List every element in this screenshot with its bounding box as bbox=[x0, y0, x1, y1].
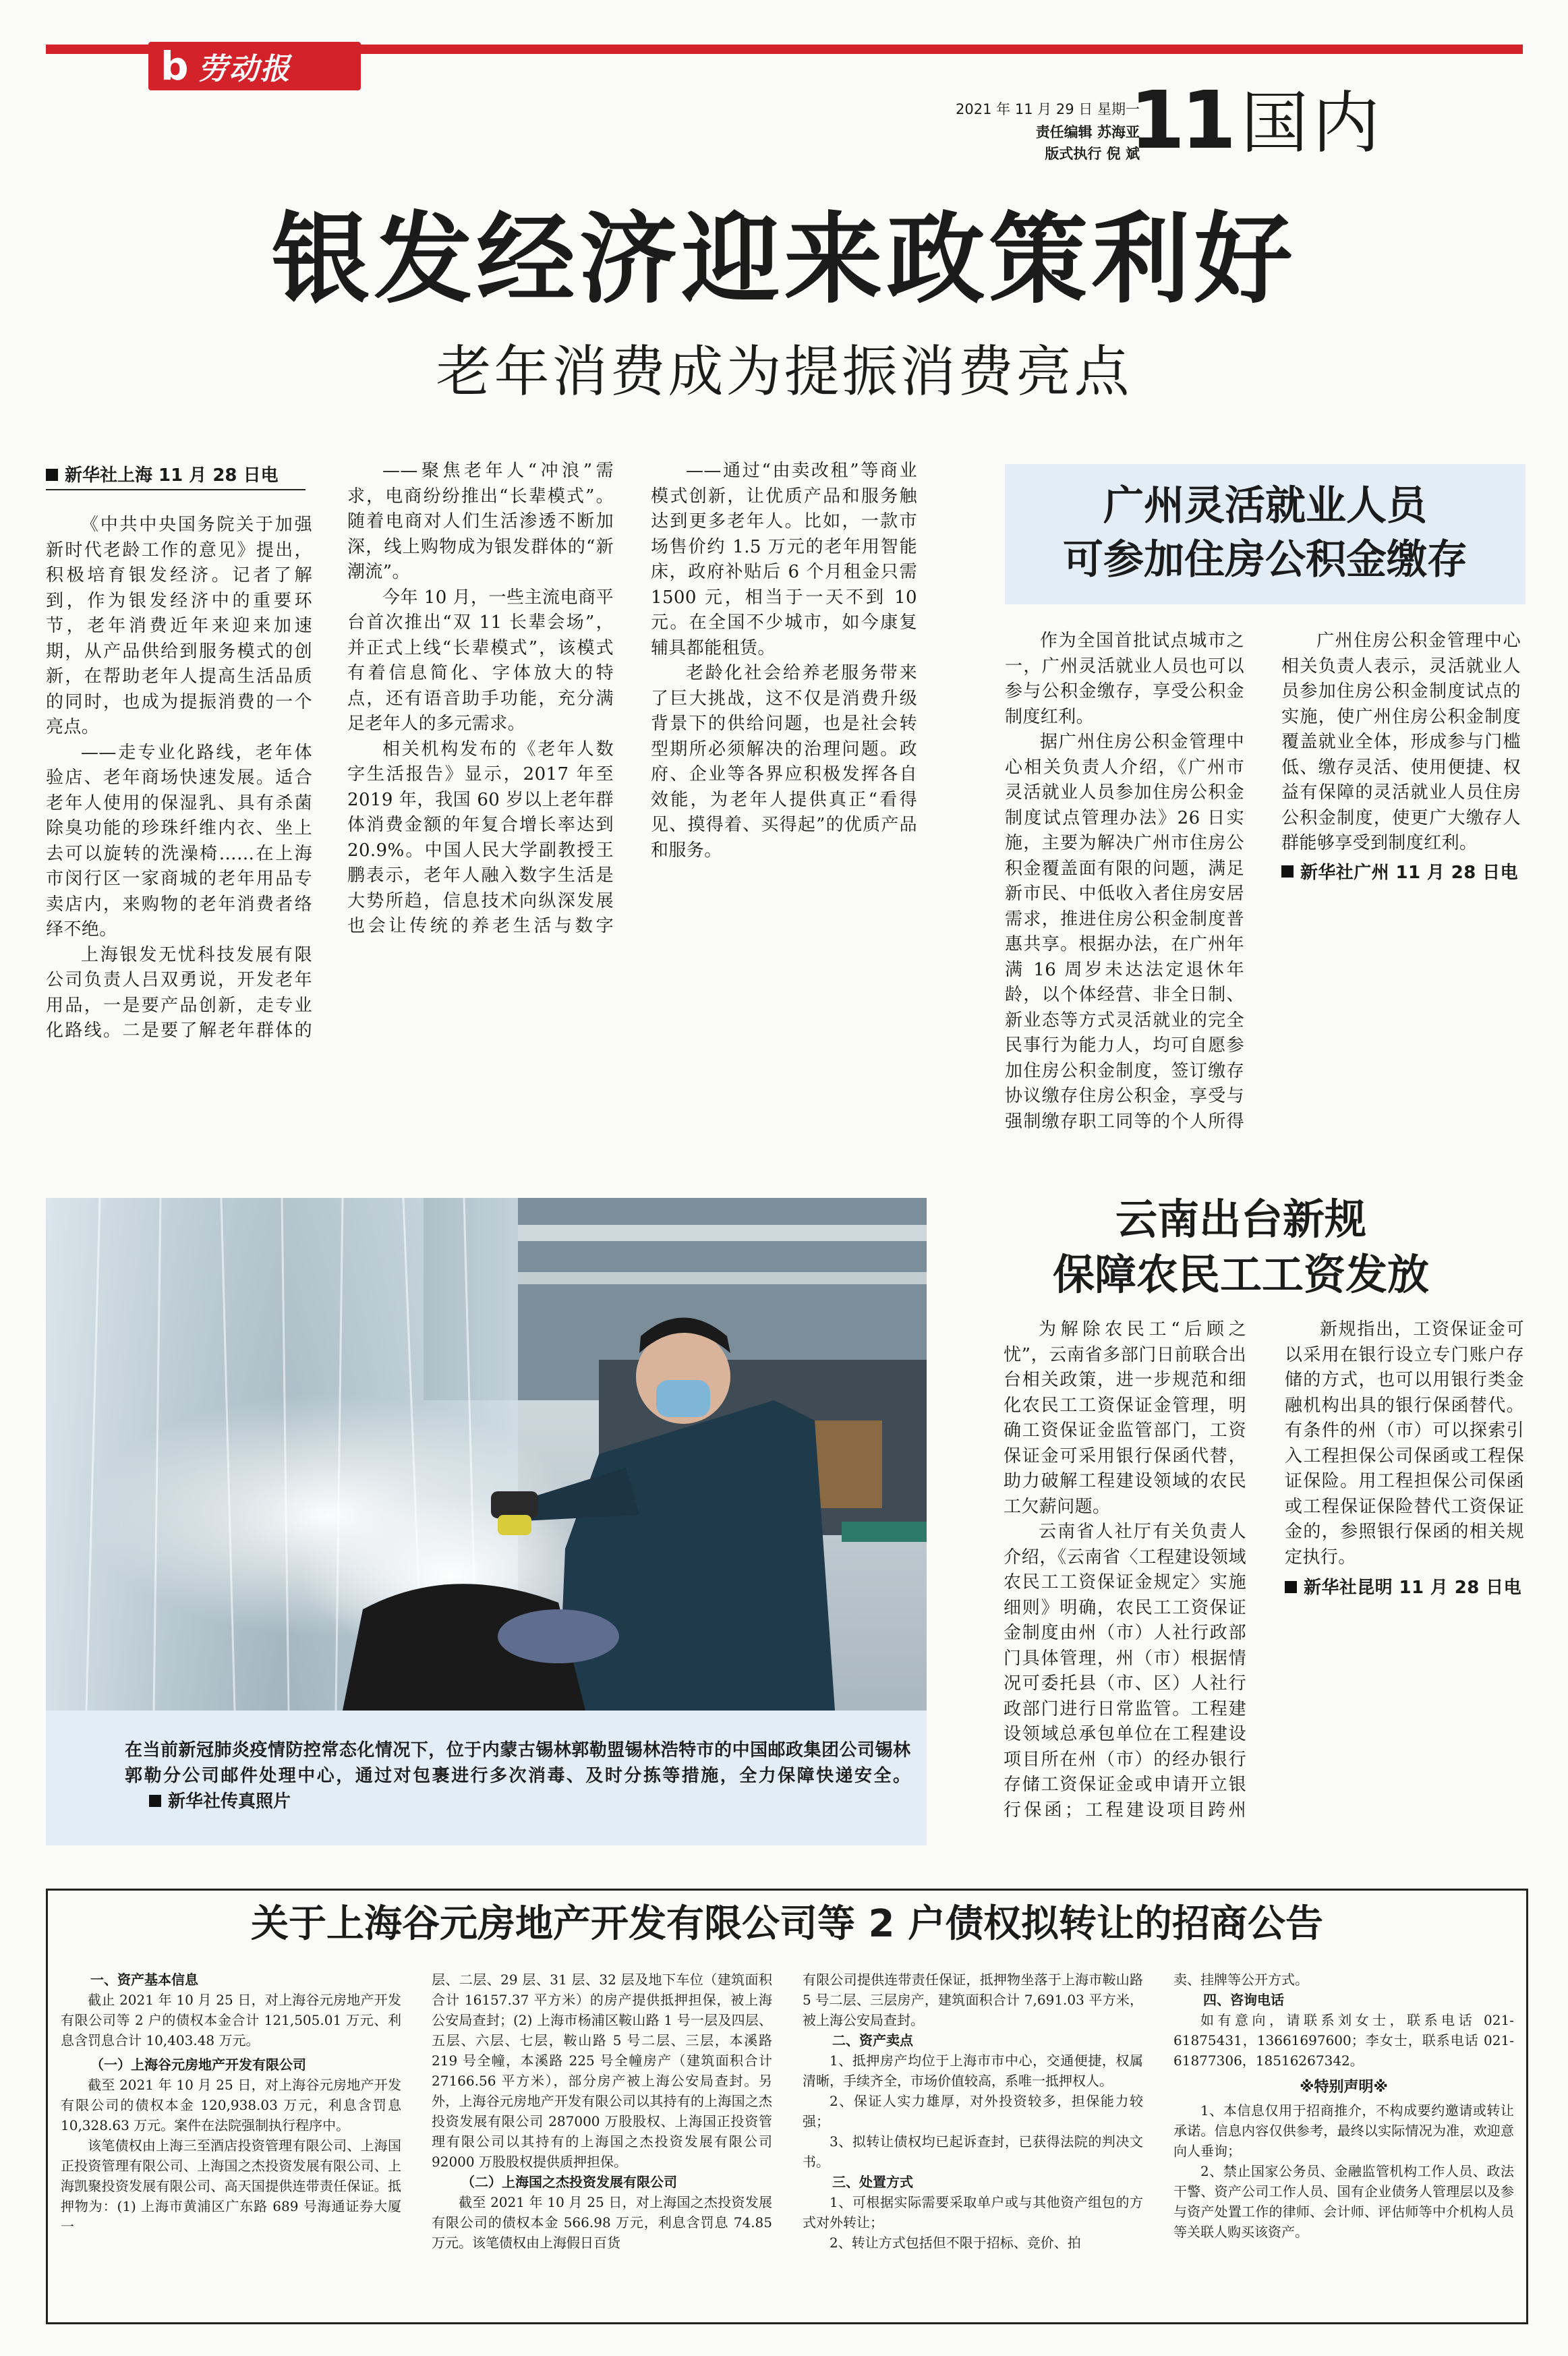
masthead-logo bbox=[148, 42, 361, 90]
lead-column-1 bbox=[46, 513, 312, 1044]
notice-paragraph: 2、转让方式包括但不限于招标、竞价、拍 bbox=[830, 2235, 1081, 2251]
logo-mark: b bbox=[161, 43, 189, 89]
guangzhou-column-1 bbox=[1005, 629, 1244, 1136]
notice-paragraph: 截止 2021 年 10 月 25 日，对上海谷元房地产开发有限公司等 2 户的债权本金合计 121,505.01 万元、利息含罚息合计 10,403.48 万元。 bbox=[61, 1992, 401, 2048]
notice-paragraph: 1、抵押房产均位于上海市市中心，交通便捷，权属清晰，手续齐全，市场价值较高，系唯一抵押权人。 bbox=[803, 2052, 1143, 2089]
guangzhou-byline-text: 新华社广州 11 月 28 日电 bbox=[1300, 862, 1518, 883]
notice-paragraph: 截至 2021 年 10 月 25 日，对上海谷元房地产开发有限公司的债权本金 120,938.03 万元，利息含罚息 10,328.63 万元。案件在法院强制执行程序中。 bbox=[61, 2077, 401, 2133]
news-photo bbox=[46, 1198, 927, 1711]
lead-paragraph: 上海银发无忧科技发展有限公司负责人吕双勇说，开发老年用品，一是要产品创新，走专业化路线。二是要了解老年群体的 bbox=[46, 944, 312, 1041]
guangzhou-headline-box bbox=[1005, 464, 1526, 604]
lead-dateline-text: 新华社上海 11 月 28 日电 bbox=[65, 465, 279, 486]
yunnan-headline-line2: 保障农民工工资发放 bbox=[1052, 1250, 1429, 1299]
issue-date: 2021 年 11 月 29 日 星期一 bbox=[956, 101, 1140, 117]
notice-paragraph: 3、拟转让债权均已起诉查封，已获得法院的判决文书。 bbox=[803, 2133, 1143, 2170]
lead-paragraph: 《中共中央国务院关于加强新时代老龄工作的意见》提出，积极培育银发经济。记者了解到，作为银发经济中的重要环节，老年消费近年来迎来加速期，从产品供给到服务模式的创新，在帮助老年人提高生活品质的同时，也成为提振消费的一个亮点。 bbox=[46, 515, 312, 737]
photo-illustration bbox=[46, 1198, 927, 1711]
notice-column-1 bbox=[61, 1970, 401, 2237]
lead-dateline bbox=[46, 461, 306, 490]
lead-paragraph: ——聚焦老年人“冲浪”需求，电商纷纷推出“长辈模式”。随着电商对人们生活渗透不断加深，线上购物成为银发群体的“新潮流”。 bbox=[347, 461, 614, 582]
notice-paragraph: 2、禁止国家公务员、金融监管机构工作人员、政法干警、资产公司工作人员、国有企业债务人管理层以及参与资产处置工作的律师、会计师、评估师等中介机构人员等关联人购买该资产。 bbox=[1173, 2163, 1514, 2240]
notice-heading: 二、资产卖点 bbox=[832, 2032, 913, 2048]
notice-heading: （二）上海国之杰投资发展有限公司 bbox=[461, 2174, 677, 2190]
yunnan-headline-line1: 云南出台新规 bbox=[1115, 1195, 1366, 1244]
responsible-editor: 责任编辑 苏海亚 bbox=[1035, 124, 1140, 140]
notice-heading: 四、咨询电话 bbox=[1203, 1992, 1284, 2008]
page-number: 11 bbox=[1130, 74, 1233, 167]
guangzhou-paragraph: 作为全国首批试点城市之一，广州灵活就业人员也可以参与公积金缴存，享受公积金制度红利。 bbox=[1005, 631, 1244, 727]
yunnan-paragraph: 为解除农民工“后顾之忧”，云南省多部门日前联合出台相关政策，进一步规范和细化农民工工资保证金管理，明确工资保证金监管部门，工资保证金可采用银行保函代替，助力破解工程建设领域的农民工欠薪问题。 bbox=[1004, 1319, 1246, 1517]
notice-heading: 三、处置方式 bbox=[832, 2174, 913, 2190]
notice-paragraph: 如有意向，请联系刘女士，联系电话 021-61875431，13661697600；李女士，联系电话 021-61877306，18516267342。 bbox=[1173, 2012, 1514, 2069]
layout-editor: 版式执行 倪 斌 bbox=[1045, 146, 1140, 162]
lead-subhead: 老年消费成为提振消费亮点 bbox=[436, 340, 1132, 404]
notice-paragraph: 有限公司提供连带责任保证，抵押物坐落于上海市鞍山路 5 号二层、三层房产，建筑面积合计 7,691.03 平方米，被上海公安局查封。 bbox=[803, 1972, 1143, 2028]
notice-special-statement-heading: ※特别声明※ bbox=[1300, 2079, 1388, 2096]
lead-column-3 bbox=[651, 459, 917, 863]
guangzhou-headline-line2: 可参加住房公积金缴存 bbox=[1063, 536, 1468, 583]
byline-square-icon bbox=[1285, 1581, 1297, 1593]
notice-column-2 bbox=[432, 1970, 772, 2253]
lead-headline: 银发经济迎来政策利好 bbox=[271, 202, 1297, 317]
notice-heading: 一、资产基本信息 bbox=[90, 1972, 198, 1988]
notice-paragraph: 1、本信息仅用于招商推介，不构成要约邀请或转让承诺。信息内容仅供参考，最终以实际情况为准，欢迎意向人垂询； bbox=[1173, 2102, 1514, 2159]
notice-column-3 bbox=[803, 1970, 1143, 2253]
photo-credit bbox=[149, 1791, 291, 1812]
guangzhou-paragraph: 广州住房公积金管理中心相关负责人表示，灵活就业人员参加住房公积金制度试点的实施，使广州住房公积金制度覆盖就业全体，形成参与门槛低、缴存灵活、使用便捷、权益有保障的灵活就业人员住房公积金制度，使更广大缴存人群能够享受到制度红利。 bbox=[1281, 631, 1521, 853]
lead-paragraph: 老龄化社会给养老服务带来了巨大挑战，这不仅是消费升级背景下的供给问题，也是社会转型期所必须解决的治理问题。政府、企业等各界应积极发挥各自效能，为老年人提供真正“看得见、摸得着、买得起”的优质产品和服务。 bbox=[651, 663, 917, 861]
yunnan-byline bbox=[1285, 1576, 1524, 1601]
notice-paragraph: 1、可根据实际需要采取单户或与其他资产组包的方式对外转让； bbox=[803, 2194, 1143, 2231]
yunnan-paragraph: 云南省人社厅有关负责人介绍，《云南省〈工程建设领域农民工工资保证金规定〉实施细则》明确，农民工工资保证金制度由州（市）人社行政部门具体管理，州（市）根据情况可委托县（市、区）人社行政部门进行日常监管。工程建设领域总承包单位在工程建设项目所在州（市）的经办银行存储工资保证金或申请开立银行保函；工程建设项目跨州 bbox=[1004, 1522, 1246, 1820]
notice-heading: （一）上海谷元房地产开发有限公司 bbox=[90, 2057, 306, 2073]
notice-column-4 bbox=[1173, 1970, 1514, 2242]
photo-caption-text: 在当前新冠肺炎疫情防控常态化情况下，位于内蒙古锡林郭勒盟锡林浩特市的中国邮政集团公司锡林郭勒分公司邮件处理中心，通过对包裹进行多次消毒、及时分拣等措施，全力保障快递安全。 bbox=[125, 1740, 910, 1786]
dateline-square-icon bbox=[46, 469, 58, 481]
yunnan-byline-text: 新华社昆明 11 月 28 日电 bbox=[1304, 1578, 1521, 1598]
yunnan-paragraph: 新规指出，工资保证金可以采用在银行设立专门账户存储的方式，也可以用银行类金融机构出具的银行保函替代。有条件的州（市）可以探索引入工程担保公司保函或工程保证保险。用工程担保公司保函或工程保证保险替代工资保证金的，参照银行保函的相关规定执行。 bbox=[1285, 1319, 1524, 1568]
notice-paragraph: 2、保证人实力雄厚，对外投资较多，担保能力较强； bbox=[803, 2093, 1143, 2129]
lead-paragraph: ——通过“由卖改租”等商业模式创新，让优质产品和服务触达到更多老年人。比如，一款市场售价约 1.5 万元的老年用智能床，政府补贴后 6 个月租金只需 1500 元，相当于一天不到 10 元。在全国不少城市，如今康复辅具都能租赁。 bbox=[651, 461, 917, 658]
lead-column-2 bbox=[347, 459, 614, 940]
guangzhou-byline bbox=[1281, 861, 1521, 886]
notice-paragraph: 层、二层、29 层、31 层、32 层及地下车位（建筑面积合计 16157.37 平方米）的房产提供抵押担保，被上海公安局查封；(2) 上海市杨浦区鞍山路 1 号一层及四层、五层、六层、七层，鞍山路 5 号二层、三层，本溪路 219 号全幢，本溪路 225 号全幢房产（建筑面积合计 27166.56 平方米），部分房产被上海公安局查封。另外，上海谷元房地产开发有限公司以其持有的上海国之杰投资发展有限公司 287000 万股股权、上海国正投资管理有限公司以其持有的上海国之杰投资发展有限公司 92000 万股股权提供质押担保。 bbox=[432, 1972, 772, 2170]
lead-paragraph: ——走专业化路线，老年体验店、老年商场快速发展。适合老年人使用的保湿乳、具有杀菌除臭功能的珍珠纤维内衣、坐上去可以旋转的洗澡椅……在上海市闵行区一家商城的老年用品专卖店内，来购物的老年消费者络绎不绝。 bbox=[46, 742, 312, 940]
notice-paragraph: 卖、挂牌等公开方式。 bbox=[1173, 1972, 1308, 1988]
notice-paragraph: 该笔债权由上海三至酒店投资管理有限公司、上海国正投资管理有限公司、上海国之杰投资发展有限公司、上海凯聚投资发展有限公司、高天国提供连带责任保证。抵押物为：(1) 上海市黄浦区广东路 689 号海通证券大厦一 bbox=[61, 2137, 401, 2235]
byline-square-icon bbox=[1281, 865, 1294, 878]
lead-paragraph: 今年 10 月，一些主流电商平台首次推出“双 11 长辈会场”，并正式上线“长辈模式”，该模式有着信息简化、字体放大的特点，还有语音助手功能，充分满足老年人的多元需求。 bbox=[347, 587, 614, 734]
credit-square-icon bbox=[149, 1795, 161, 1807]
section-name: 国内 bbox=[1241, 84, 1384, 163]
yunnan-column-1 bbox=[1004, 1317, 1246, 1825]
guangzhou-paragraph: 据广州住房公积金管理中心相关负责人介绍，《广州市灵活就业人员参加住房公积金制度试点管理办法》26 日实施，主要为解决广州市住房公积金覆盖面有限的问题，满足新市民、中低收入者住房安居需求，推进住房公积金制度普惠共享。根据办法，在广州年满 16 周岁未达法定退休年龄，以个体经营、非全日制、新业态等方式灵活就业的完全民事行为能力人，均可自愿参加住房公积金制度，签订缴存协议缴存住房公积金，享受与强制缴存职工同等的个人所得 bbox=[1005, 732, 1244, 1132]
lead-paragraph: 相关机构发布的《老年人数字生活报告》显示，2017 年至 2019 年，我国 60 岁以上老年群体消费金额的年复合增长率达到 20.9%。中国人民大学副教授王鹏表示，老年人融入数字生活是大势所趋，信息技术向纵深发展也会让传统的养老生活与数字 bbox=[347, 739, 614, 936]
yunnan-column-2 bbox=[1285, 1317, 1524, 1601]
guangzhou-headline-line1: 广州灵活就业人员 bbox=[1103, 482, 1427, 529]
photo-caption bbox=[125, 1737, 910, 1814]
guangzhou-column-2 bbox=[1281, 629, 1521, 886]
notice-title: 关于上海谷元房地产开发有限公司等 2 户债权拟转让的招商公告 bbox=[251, 1902, 1323, 1946]
photo-credit-text: 新华社传真照片 bbox=[168, 1791, 291, 1812]
notice-paragraph: 截至 2021 年 10 月 25 日，对上海国之杰投资发展有限公司的债权本金 566.98 万元，利息含罚息 74.85 万元。该笔债权由上海假日百货 bbox=[432, 2194, 772, 2251]
logo-name: 劳动报 bbox=[198, 52, 291, 86]
